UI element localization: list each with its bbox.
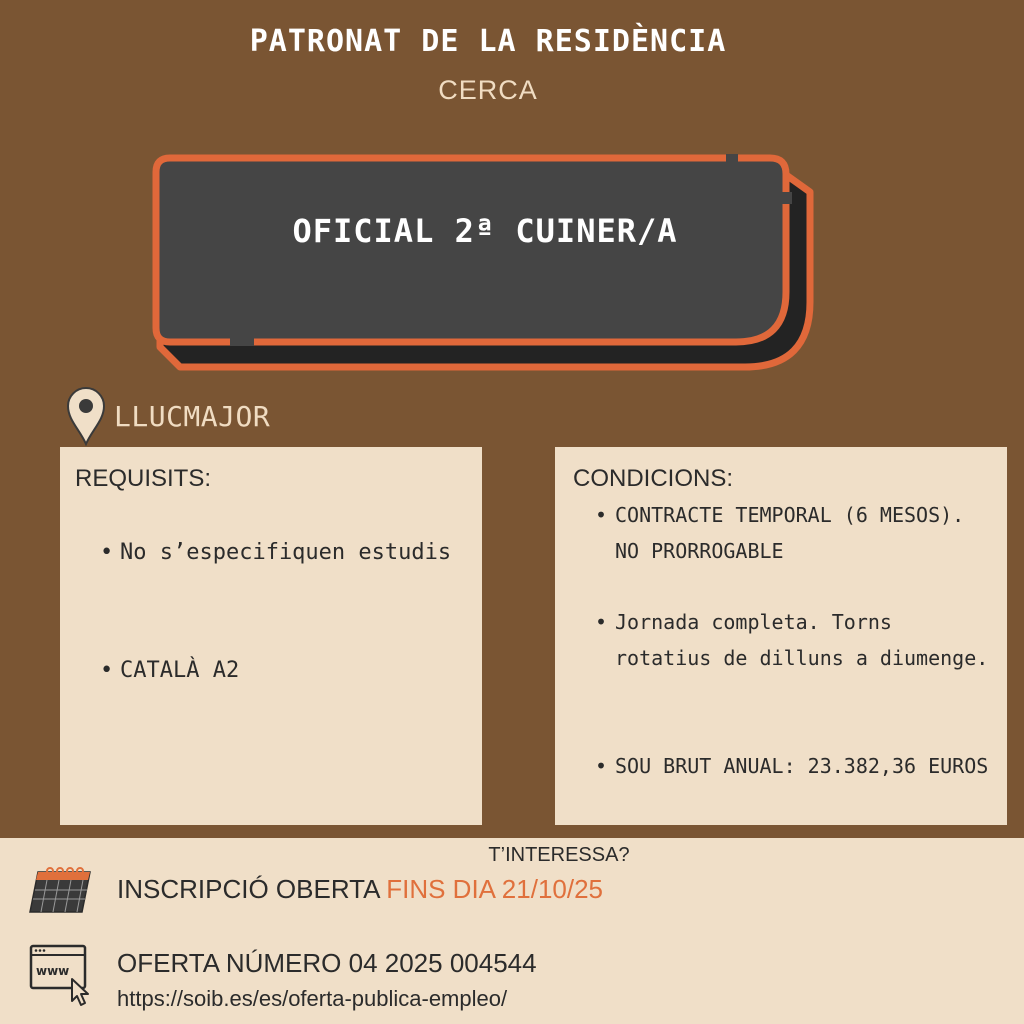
condition-item: • Jornada completa. Torns rotatius de dilluns a diumenge. xyxy=(593,604,993,676)
map-pin-icon xyxy=(64,386,108,446)
job-title-banner xyxy=(150,152,820,377)
banner-frame xyxy=(150,152,820,377)
offer-number: OFERTA NÚMERO 04 2025 004544 xyxy=(117,948,537,978)
requirement-item: • CATALÀ A2 xyxy=(98,651,468,691)
page-subtitle: CERCA xyxy=(438,75,538,105)
footer-band xyxy=(0,838,1024,1024)
condition-item: • SOU BRUT ANUAL: 23.382,36 EUROS xyxy=(593,748,993,784)
conditions-heading: CONDICIONS: xyxy=(573,465,734,492)
requirements-heading: REQUISITS: xyxy=(75,465,212,492)
requirements-panel xyxy=(60,447,482,825)
location-label: LLUCMAJOR xyxy=(114,399,271,433)
inscription-label: INSCRIPCIÓ OBERTA xyxy=(117,874,379,904)
condition-item: • CONTRACTE TEMPORAL (6 MESOS). NO PRORROGABLE xyxy=(593,497,993,569)
calendar-icon xyxy=(28,866,92,914)
svg-text:www: www xyxy=(36,964,70,978)
offer-url-link[interactable]: https://soib.es/es/oferta-publica-empleo/ xyxy=(117,986,508,1011)
requirement-item: • No s’especifiquen estudis xyxy=(98,533,468,573)
job-title: OFICIAL 2ª CUINER/A xyxy=(292,212,678,250)
conditions-panel xyxy=(555,447,1007,825)
www-icon xyxy=(28,943,94,1007)
cta-text: T’INTERESSA? xyxy=(488,844,630,866)
location xyxy=(64,386,270,446)
inscription-line xyxy=(117,874,603,905)
inscription-deadline: FINS DIA 21/10/25 xyxy=(386,874,604,904)
organization-title: PATRONAT DE LA RESIDÈNCIA xyxy=(249,24,727,59)
